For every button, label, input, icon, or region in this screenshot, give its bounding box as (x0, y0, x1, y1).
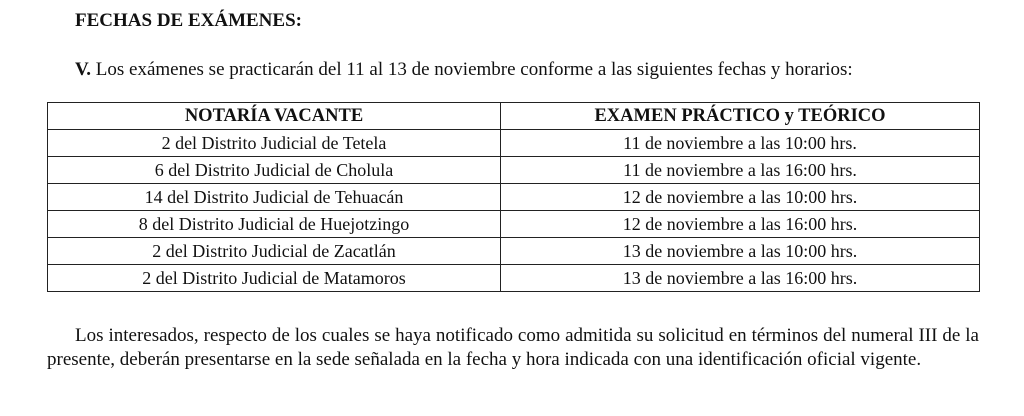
column-header-examen: EXAMEN PRÁCTICO y TEÓRICO (501, 103, 980, 130)
section-heading: FECHAS DE EXÁMENES: (75, 10, 302, 31)
table-row (48, 184, 980, 211)
table-row (48, 238, 980, 265)
exam-date-cell: 13 de noviembre a las 16:00 hrs. (501, 265, 980, 292)
exam-schedule-table (47, 102, 980, 292)
exam-date-cell: 12 de noviembre a las 16:00 hrs. (501, 211, 980, 238)
column-header-notaria: NOTARÍA VACANTE (48, 103, 501, 130)
notaria-cell: 6 del Distrito Judicial de Cholula (48, 157, 501, 184)
exam-date-cell: 11 de noviembre a las 16:00 hrs. (501, 157, 980, 184)
table-header-row (48, 103, 980, 130)
closing-paragraph: Los interesados, respecto de los cuales se haya notificado como admitida su solicitud en términos del numeral III de la presente, deberán presentarse en la sede señalada en la fecha y hora indicada con una identificación oficial vigente. (47, 325, 979, 370)
notaria-cell: 2 del Distrito Judicial de Zacatlán (48, 238, 501, 265)
table-row (48, 130, 980, 157)
notaria-cell: 2 del Distrito Judicial de Matamoros (48, 265, 501, 292)
table-row (48, 211, 980, 238)
exam-date-cell: 13 de noviembre a las 10:00 hrs. (501, 238, 980, 265)
table-row (48, 157, 980, 184)
intro-paragraph (75, 58, 853, 82)
notaria-cell: 2 del Distrito Judicial de Tetela (48, 130, 501, 157)
section-numeral: V. (75, 59, 92, 80)
intro-text: Los exámenes se practicarán del 11 al 13 de noviembre conforme a las siguientes fechas y horarios: (91, 59, 853, 80)
exam-date-cell: 12 de noviembre a las 10:00 hrs. (501, 184, 980, 211)
table-row (48, 265, 980, 292)
notaria-cell: 14 del Distrito Judicial de Tehuacán (48, 184, 501, 211)
notaria-cell: 8 del Distrito Judicial de Huejotzingo (48, 211, 501, 238)
exam-date-cell: 11 de noviembre a las 10:00 hrs. (501, 130, 980, 157)
